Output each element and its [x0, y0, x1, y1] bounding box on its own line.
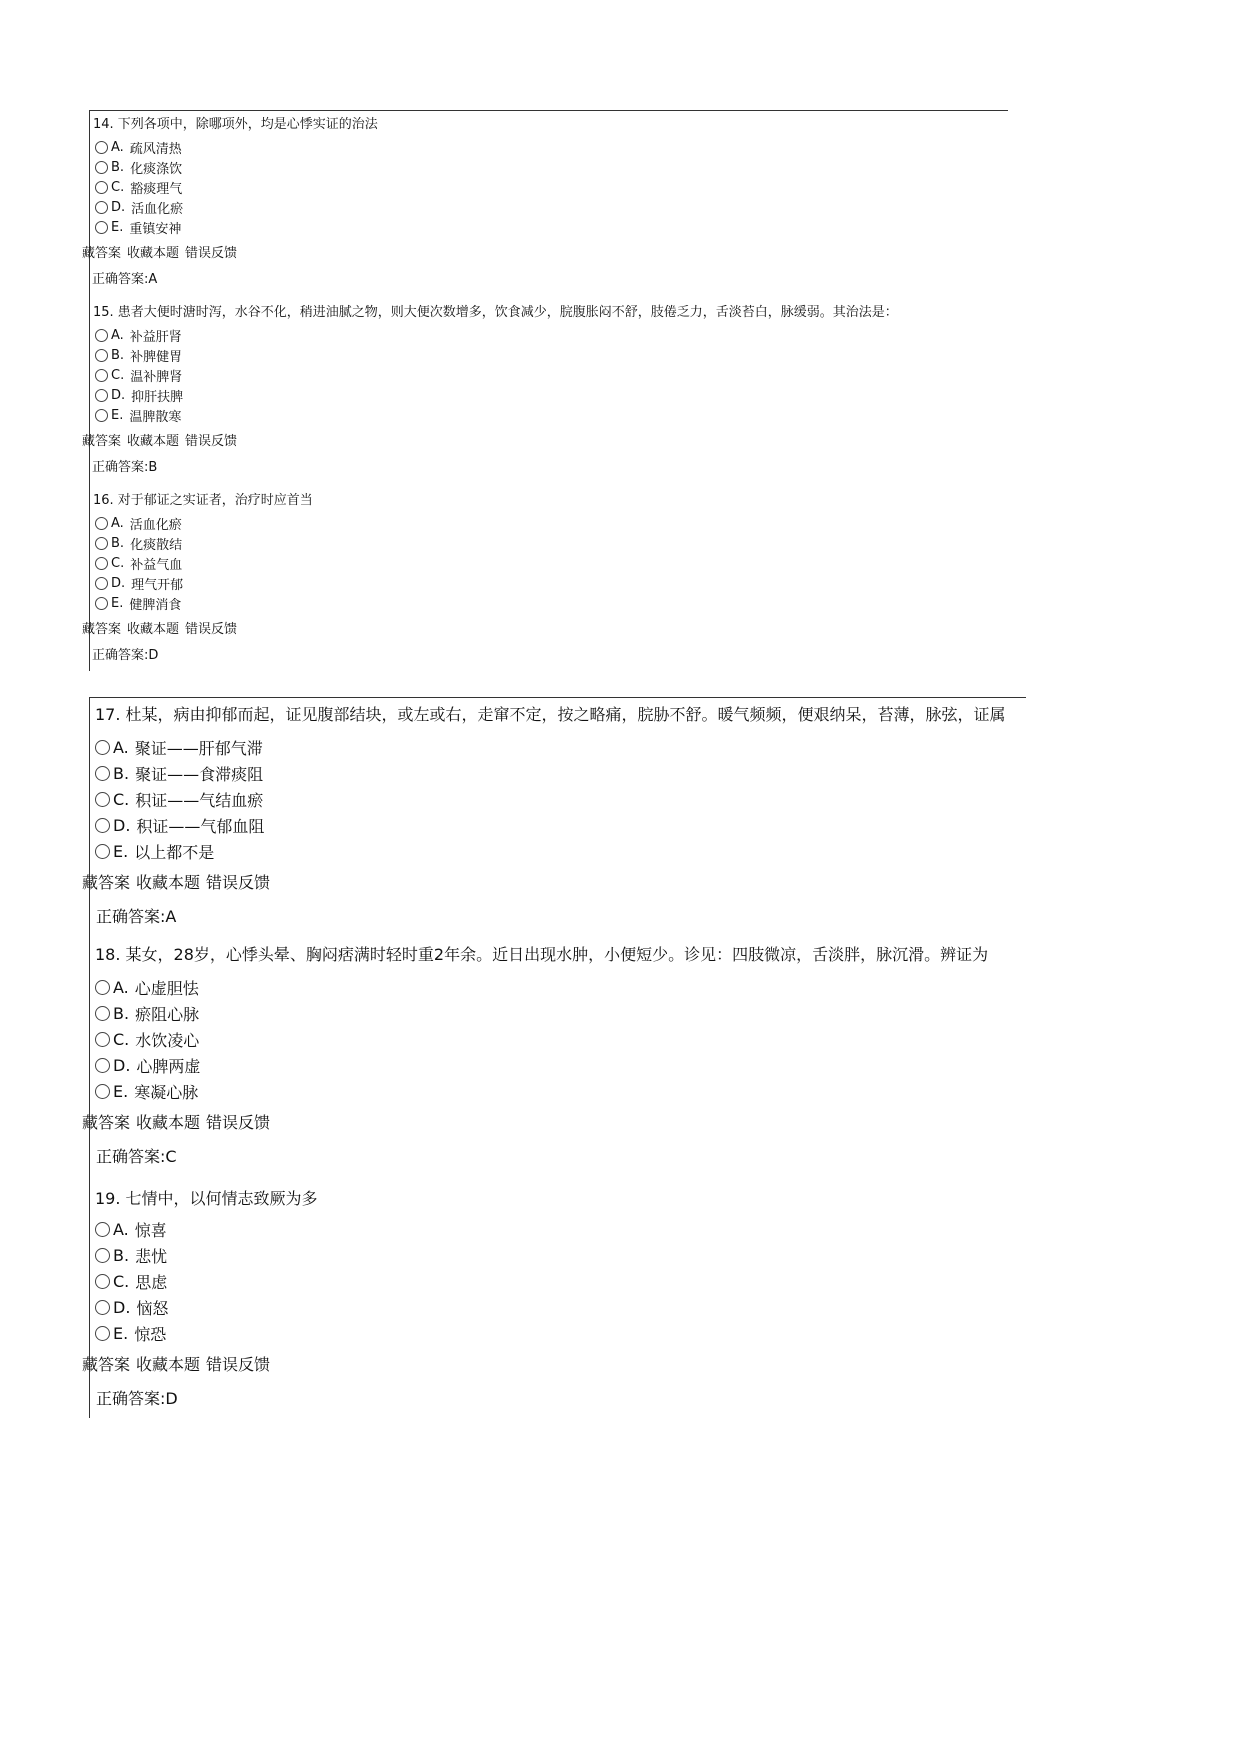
radio-icon[interactable] [95, 1084, 110, 1099]
option-a[interactable]: A. 补益肝肾 [95, 326, 182, 345]
option-b[interactable]: B. 化痰涤饮 [95, 158, 182, 177]
radio-icon[interactable] [95, 349, 108, 362]
radio-icon[interactable] [95, 329, 108, 342]
hide-answer-link[interactable]: 藏答案 [82, 246, 122, 261]
radio-icon[interactable] [95, 1006, 110, 1021]
error-feedback-link[interactable]: 错误反馈 [206, 1355, 271, 1374]
radio-icon[interactable] [95, 1300, 110, 1315]
radio-icon[interactable] [95, 221, 108, 234]
option-c[interactable]: C. 补益气血 [95, 554, 182, 573]
radio-icon[interactable] [95, 389, 108, 402]
radio-icon[interactable] [95, 369, 108, 382]
radio-icon[interactable] [95, 844, 110, 859]
radio-icon[interactable] [95, 740, 110, 755]
option-d[interactable]: D. 活血化瘀 [95, 198, 183, 217]
question-actions [82, 1110, 276, 1133]
radio-icon[interactable] [95, 1326, 110, 1341]
radio-icon[interactable] [95, 1032, 110, 1047]
option-b[interactable]: B. 补脾健胃 [95, 346, 182, 365]
question-stem: 18. 某女，28岁，心悸头晕、胸闷痞满时轻时重2年余。近日出现水肿，小便短少。诊见：四肢微凉，舌淡胖，脉沉滑。辨证为 [95, 945, 989, 964]
question-stem: 19. 七情中，以何情志致厥为多 [95, 1189, 318, 1208]
option-c[interactable]: C. 豁痰理气 [95, 178, 182, 197]
error-feedback-link[interactable]: 错误反馈 [185, 246, 238, 261]
radio-icon[interactable] [95, 161, 108, 174]
radio-icon[interactable] [95, 537, 108, 550]
hide-answer-link[interactable]: 藏答案 [82, 434, 122, 449]
favorite-link[interactable]: 收藏本题 [136, 1355, 201, 1374]
question-panel-1 [82, 110, 1008, 671]
option-c[interactable]: C. 温补脾肾 [95, 366, 182, 385]
error-feedback-link[interactable]: 错误反馈 [206, 1113, 271, 1132]
radio-icon[interactable] [95, 517, 108, 530]
correct-answer: 正确答案:D [92, 648, 159, 663]
question-stem: 14. 下列各项中，除哪项外，均是心悸实证的治法 [93, 117, 378, 132]
favorite-link[interactable]: 收藏本题 [136, 873, 201, 892]
question-actions [82, 430, 243, 449]
correct-answer: 正确答案:A [92, 272, 158, 287]
correct-answer: 正确答案:B [92, 460, 158, 475]
question-actions [82, 870, 276, 893]
option-e[interactable]: E. 寒凝心脉 [95, 1080, 198, 1103]
question-panel-2 [82, 697, 1026, 1418]
option-c[interactable]: C. 水饮凌心 [95, 1028, 199, 1051]
hide-answer-link[interactable]: 藏答案 [82, 1113, 131, 1132]
option-c[interactable]: C. 思虑 [95, 1270, 167, 1293]
hide-answer-link[interactable]: 藏答案 [82, 873, 131, 892]
option-a[interactable]: A. 聚证——肝郁气滞 [95, 736, 263, 759]
radio-icon[interactable] [95, 792, 110, 807]
question-actions [82, 1352, 276, 1375]
option-a[interactable]: A. 疏风清热 [95, 138, 182, 157]
option-e[interactable]: E. 健脾消食 [95, 594, 181, 613]
radio-icon[interactable] [95, 1222, 110, 1237]
favorite-link[interactable]: 收藏本题 [127, 622, 180, 637]
question-stem: 17. 杜某，病由抑郁而起，证见腹部结块，或左或右，走窜不定，按之略痛，脘胁不舒。暖气频频，便艰纳呆，苔薄，脉弦，证属 [95, 705, 1006, 724]
correct-answer: 正确答案:D [96, 1389, 178, 1408]
radio-icon[interactable] [95, 1248, 110, 1263]
radio-icon[interactable] [95, 597, 108, 610]
favorite-link[interactable]: 收藏本题 [127, 434, 180, 449]
correct-answer: 正确答案:A [96, 907, 177, 926]
option-e[interactable]: E. 重镇安神 [95, 218, 181, 237]
radio-icon[interactable] [95, 1058, 110, 1073]
option-d[interactable]: D. 抑肝扶脾 [95, 386, 183, 405]
favorite-link[interactable]: 收藏本题 [136, 1113, 201, 1132]
option-b[interactable]: B. 悲忧 [95, 1244, 167, 1267]
error-feedback-link[interactable]: 错误反馈 [185, 434, 238, 449]
radio-icon[interactable] [95, 1274, 110, 1289]
option-a[interactable]: A. 活血化瘀 [95, 514, 182, 533]
question-stem: 15. 患者大便时溏时泻，水谷不化，稍进油腻之物，则大便次数增多，饮食减少，脘腹胀闷不舒，肢倦乏力，舌淡苔白，脉缓弱。其治法是： [93, 305, 898, 320]
question-actions [82, 242, 243, 261]
radio-icon[interactable] [95, 980, 110, 995]
radio-icon[interactable] [95, 201, 108, 214]
radio-icon[interactable] [95, 818, 110, 833]
option-b[interactable]: B. 化痰散结 [95, 534, 182, 553]
question-stem: 16. 对于郁证之实证者，治疗时应首当 [93, 493, 313, 508]
option-d[interactable]: D. 恼怒 [95, 1296, 168, 1319]
option-b[interactable]: B. 瘀阻心脉 [95, 1002, 199, 1025]
radio-icon[interactable] [95, 141, 108, 154]
option-c[interactable]: C. 积证——气结血瘀 [95, 788, 263, 811]
radio-icon[interactable] [95, 557, 108, 570]
option-a[interactable]: A. 惊喜 [95, 1218, 167, 1241]
radio-icon[interactable] [95, 409, 108, 422]
option-e[interactable]: E. 惊恐 [95, 1322, 166, 1345]
option-e[interactable]: E. 温脾散寒 [95, 406, 181, 425]
option-e[interactable]: E. 以上都不是 [95, 840, 214, 863]
radio-icon[interactable] [95, 181, 108, 194]
option-d[interactable]: D. 理气开郁 [95, 574, 183, 593]
hide-answer-link[interactable]: 藏答案 [82, 1355, 131, 1374]
radio-icon[interactable] [95, 577, 108, 590]
error-feedback-link[interactable]: 错误反馈 [185, 622, 238, 637]
favorite-link[interactable]: 收藏本题 [127, 246, 180, 261]
radio-icon[interactable] [95, 766, 110, 781]
option-a[interactable]: A. 心虚胆怯 [95, 976, 199, 999]
correct-answer: 正确答案:C [96, 1147, 177, 1166]
hide-answer-link[interactable]: 藏答案 [82, 622, 122, 637]
question-actions [82, 618, 243, 637]
option-d[interactable]: D. 心脾两虚 [95, 1054, 200, 1077]
error-feedback-link[interactable]: 错误反馈 [206, 873, 271, 892]
option-b[interactable]: B. 聚证——食滞痰阻 [95, 762, 263, 785]
option-d[interactable]: D. 积证——气郁血阻 [95, 814, 264, 837]
